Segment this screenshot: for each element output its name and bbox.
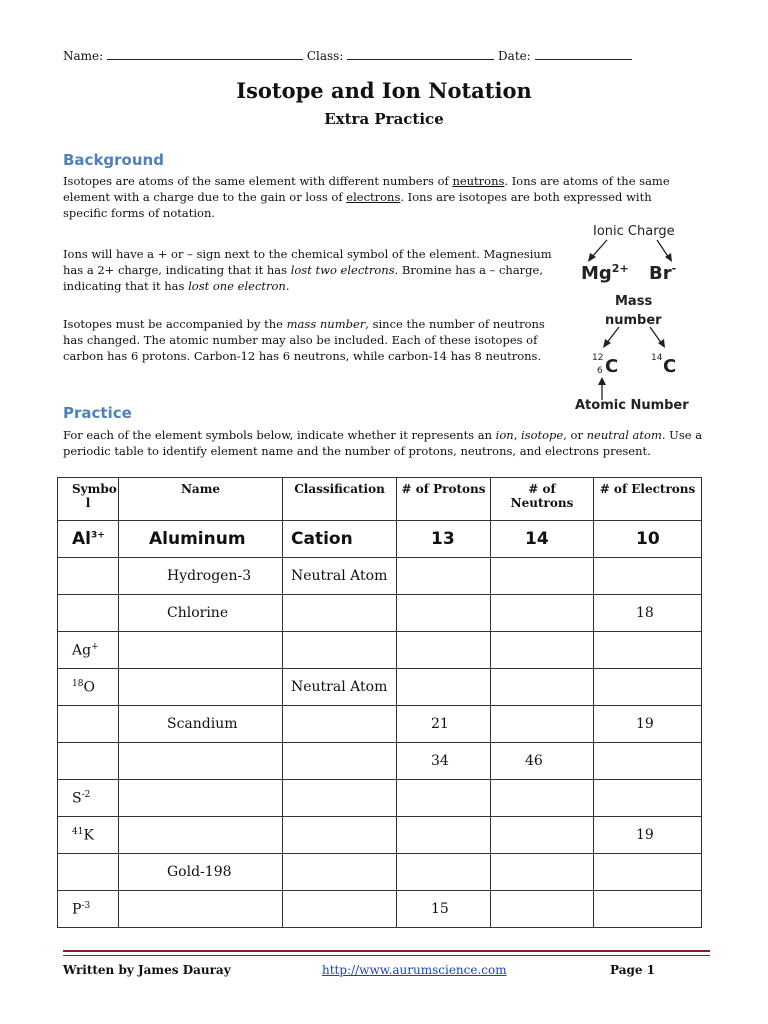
practice-table <box>57 477 702 928</box>
student-info-line <box>63 48 708 63</box>
cell-name[interactable]: Chlorine <box>119 595 283 632</box>
footer-page-number: Page 1 <box>610 963 656 977</box>
symbol-element: Ag <box>72 642 92 659</box>
symbol-element: K <box>83 827 94 844</box>
cell-classification[interactable] <box>283 891 397 928</box>
cell-electrons[interactable] <box>594 854 702 891</box>
col-header-protons: # of Protons <box>397 478 491 521</box>
footer-rule-thin <box>63 955 710 956</box>
cell-neutrons[interactable] <box>491 706 594 743</box>
col-header-symbol: Symbo l <box>58 478 119 521</box>
cell-name[interactable] <box>119 780 283 817</box>
cell-classification[interactable]: Neutral Atom <box>283 669 397 706</box>
cell-classification[interactable] <box>283 817 397 854</box>
cell-protons[interactable] <box>397 632 491 669</box>
cell-neutrons[interactable] <box>491 669 594 706</box>
background-heading: Background <box>63 151 164 169</box>
cell-electrons[interactable] <box>594 891 702 928</box>
footer-url-link[interactable]: http://www.aurumscience.com <box>322 963 507 977</box>
practice-instructions: For each of the element symbols below, indicate whether it represents an ion, isotope, or neutral atom. Use a periodic table to identify element name and the number of protons, neutrons, and electrons present. <box>63 428 703 458</box>
electrons-term: electrons <box>346 190 401 204</box>
cell-protons[interactable] <box>397 669 491 706</box>
c14-symbol: C <box>663 356 677 377</box>
background-paragraph-1: Isotopes are atoms of the same element with different numbers of neutrons. Ions are atoms of the same element with a charge due to the gain or loss of electrons. Ions are isotopes are both expressed with specific forms of notation. <box>63 174 670 220</box>
cell-classification[interactable] <box>283 780 397 817</box>
symbol-mass-number: 41 <box>72 826 84 837</box>
c12-symbol: C <box>605 356 619 377</box>
footer-author: Written by James Dauray <box>63 963 231 977</box>
cell-name[interactable]: Gold-198 <box>119 854 283 891</box>
date-blank[interactable] <box>535 48 632 60</box>
cell-classification[interactable] <box>283 632 397 669</box>
cell-name[interactable]: Hydrogen-3 <box>119 558 283 595</box>
cell-symbol[interactable] <box>58 558 119 595</box>
table-row <box>58 595 702 632</box>
cell-electrons[interactable] <box>594 669 702 706</box>
table-row <box>58 521 702 558</box>
cell-symbol[interactable] <box>58 891 119 928</box>
table-row <box>58 558 702 595</box>
cell-electrons[interactable]: 19 <box>594 706 702 743</box>
page-title: Isotope and Ion Notation <box>236 78 532 103</box>
cell-symbol[interactable] <box>58 743 119 780</box>
neutrons-term: neutrons <box>452 174 505 188</box>
cell-name[interactable] <box>119 632 283 669</box>
cell-protons[interactable] <box>397 854 491 891</box>
cell-symbol[interactable] <box>58 854 119 891</box>
cell-electrons[interactable] <box>594 632 702 669</box>
page-subtitle: Extra Practice <box>324 110 444 128</box>
cell-name[interactable] <box>119 669 283 706</box>
symbol-charge: -2 <box>81 789 91 800</box>
cell-protons[interactable] <box>397 595 491 632</box>
table-row <box>58 669 702 706</box>
symbol-element: Al <box>72 529 91 549</box>
table-header-row <box>58 478 702 521</box>
symbol-element: O <box>83 679 95 696</box>
notation-diagram <box>565 220 695 420</box>
practice-heading: Practice <box>63 404 132 422</box>
table-row <box>58 817 702 854</box>
name-blank[interactable] <box>107 48 303 60</box>
cell-name[interactable] <box>119 891 283 928</box>
table-row <box>58 706 702 743</box>
cell-neutrons[interactable] <box>491 817 594 854</box>
class-label: Class: <box>306 49 344 63</box>
cell-classification[interactable]: Cation <box>283 521 397 558</box>
cell-neutrons[interactable]: 46 <box>491 743 594 780</box>
date-label: Date: <box>498 49 531 63</box>
cell-name[interactable]: Scandium <box>119 706 283 743</box>
table-row <box>58 780 702 817</box>
cell-neutrons[interactable] <box>491 891 594 928</box>
table-row <box>58 891 702 928</box>
cell-neutrons[interactable]: 14 <box>491 521 594 558</box>
cell-neutrons[interactable] <box>491 780 594 817</box>
cell-protons[interactable] <box>397 817 491 854</box>
c12-atomic-number: 6 <box>597 366 603 376</box>
cell-protons[interactable]: 21 <box>397 706 491 743</box>
cell-symbol[interactable] <box>58 595 119 632</box>
name-label: Name: <box>63 49 104 63</box>
footer-rule <box>63 950 710 952</box>
cell-classification[interactable] <box>283 743 397 780</box>
footer-link-wrap <box>322 963 507 977</box>
cell-classification[interactable]: Neutral Atom <box>283 558 397 595</box>
cell-neutrons[interactable] <box>491 558 594 595</box>
cell-neutrons[interactable] <box>491 595 594 632</box>
atomic-number-label: Atomic Number <box>575 398 689 413</box>
table-row <box>58 854 702 891</box>
cell-symbol[interactable] <box>58 706 119 743</box>
ionic-charge-label: Ionic Charge <box>593 224 675 239</box>
symbol-element: P <box>72 901 82 918</box>
cell-electrons[interactable]: 19 <box>594 817 702 854</box>
symbol-charge: + <box>91 641 99 652</box>
cell-protons[interactable]: 13 <box>397 521 491 558</box>
cell-protons[interactable]: 15 <box>397 891 491 928</box>
cell-protons[interactable] <box>397 558 491 595</box>
br-ion-symbol: Br- <box>649 262 677 284</box>
cell-electrons[interactable]: 18 <box>594 595 702 632</box>
c14-mass-number: 14 <box>651 353 663 363</box>
col-header-classification: Classification <box>283 478 397 521</box>
table-row <box>58 743 702 780</box>
cell-classification[interactable] <box>283 706 397 743</box>
cell-name[interactable] <box>119 743 283 780</box>
symbol-charge: -3 <box>81 900 91 911</box>
symbol-mass-number: 18 <box>72 678 84 689</box>
cell-protons[interactable] <box>397 780 491 817</box>
symbol-charge: 3+ <box>90 530 105 541</box>
cell-symbol[interactable] <box>58 817 119 854</box>
symbol-element: S <box>72 790 82 807</box>
cell-symbol[interactable] <box>58 780 119 817</box>
cell-electrons[interactable]: 10 <box>594 521 702 558</box>
col-header-electrons: # of Electrons <box>594 478 702 521</box>
cell-electrons[interactable] <box>594 558 702 595</box>
cell-classification[interactable] <box>283 595 397 632</box>
cell-protons[interactable]: 34 <box>397 743 491 780</box>
class-blank[interactable] <box>347 48 494 60</box>
cell-name[interactable] <box>119 817 283 854</box>
cell-classification[interactable] <box>283 854 397 891</box>
mg-ion-symbol: $Mg^{2+}$ <box>581 262 629 284</box>
cell-electrons[interactable] <box>594 780 702 817</box>
cell-electrons[interactable] <box>594 743 702 780</box>
background-paragraph-3: Isotopes must be accompanied by the mass number, since the number of neutrons has changed. The atomic number may also be included. Each of these isotopes of carbon has 6 protons. Carbon-12 has 6 neutrons, while carbon-14 has 8 neutrons. <box>63 317 545 363</box>
background-paragraph-2: Ions will have a + or – sign next to the chemical symbol of the element. Magnesium has a 2+ charge, indicating that it has lost two electrons. Bromine has a – charge, indicating that it has lost one electron. <box>63 247 552 293</box>
cell-symbol[interactable] <box>58 521 119 558</box>
cell-neutrons[interactable] <box>491 854 594 891</box>
cell-symbol[interactable] <box>58 632 119 669</box>
table-row <box>58 632 702 669</box>
cell-symbol[interactable] <box>58 669 119 706</box>
col-header-name: Name <box>119 478 283 521</box>
cell-name[interactable]: Aluminum <box>119 521 283 558</box>
col-header-neutrons: # of Neutrons <box>491 478 594 521</box>
cell-neutrons[interactable] <box>491 632 594 669</box>
mass-label-line1: Mass <box>615 294 653 309</box>
c12-mass-number: 12 <box>592 353 604 363</box>
mass-label-line2: number <box>605 313 662 328</box>
